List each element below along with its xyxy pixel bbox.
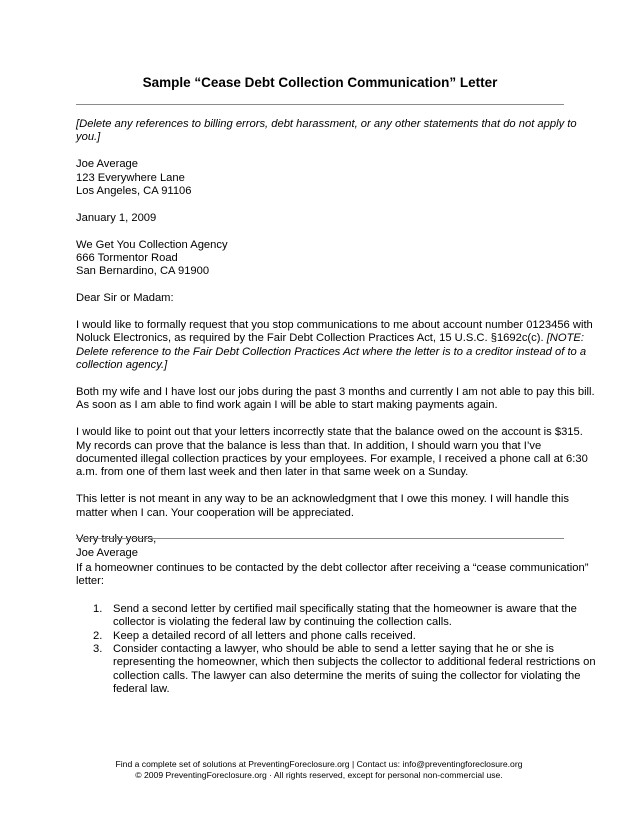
sample-letter: [76, 118, 595, 574]
list-line: Send a second letter by certified mail specifically stating that the homeowner is aware that the: [113, 602, 577, 615]
document-title: Sample “Cease Debt Collection Communication” Letter: [142, 75, 498, 90]
paragraph-line: Both my wife and I have lost our jobs during the past 3 months and currently I am not able to pay this bill.: [76, 386, 595, 399]
recipient-name: We Get You Collection Agency: [76, 238, 228, 251]
paragraph-line: [76, 332, 584, 345]
closing-text: Very truly yours,: [76, 533, 157, 546]
advice-line: letter:: [76, 575, 104, 588]
paragraph-line: I would like to point out that your letters incorrectly state that the balance owed on the account is $315.: [76, 426, 583, 439]
paragraph-line: matter when I can. Your cooperation will be appreciated.: [76, 506, 354, 519]
advice-line: If a homeowner continues to be contacted by the debt collector after receiving a “cease communication”: [76, 562, 589, 574]
advice-list: [76, 602, 596, 697]
instruction-line: you.]: [76, 131, 101, 144]
salutation: [76, 292, 564, 305]
sender-name: Joe Average: [76, 158, 138, 171]
hardship-paragraph: [76, 386, 595, 413]
list-line: federal law.: [113, 683, 170, 696]
recipient-address: [76, 239, 564, 279]
list-line: collection calls. The lawyer can also determine the merits of suing the collector for violating the: [113, 669, 581, 682]
list-item: [76, 602, 577, 630]
paragraph-line: As soon as I am able to find work again I will be able to start making payments again.: [76, 399, 498, 412]
sender-city: Los Angeles, CA 91106: [76, 185, 192, 198]
list-number: 2.: [93, 629, 103, 642]
paragraph-line: documented illegal collection practices by your employees. For example, I received a phone call at 6:30: [76, 453, 588, 466]
recipient-street: 666 Tormentor Road: [76, 252, 178, 265]
dispute-paragraph: [76, 426, 588, 480]
footer-copyright: © 2009 PreventingForeclosure.org · All rights reserved, except for personal non-commercial use.: [135, 770, 503, 780]
recipient-city: San Bernardino, CA 91900: [76, 265, 210, 278]
footer-contact: Find a complete set of solutions at PreventingForeclosure.org | Contact us: info@preventingforeclosure.org: [115, 759, 523, 769]
date-text: January 1, 2009: [76, 211, 157, 224]
signature-name: Joe Average: [76, 546, 138, 559]
advice-section: [76, 562, 596, 697]
note-start: [NOTE:: [546, 332, 584, 345]
salutation-text: Dear Sir or Madam:: [76, 292, 174, 305]
top-divider: [76, 104, 564, 105]
advice-intro: [76, 562, 589, 589]
list-number: 3.: [93, 643, 103, 656]
list-number: 1.: [93, 602, 103, 615]
page-footer: [0, 759, 638, 781]
paragraph-line: My records can prove that the balance is less than that. In addition, I should warn you that I’ve: [76, 439, 542, 452]
letter-date: [76, 212, 564, 225]
paragraph-line: This letter is not meant in any way to be an acknowledgment that I owe this money. I will handle this: [76, 493, 569, 506]
list-item: [76, 643, 596, 697]
sender-street: 123 Everywhere Lane: [76, 171, 185, 184]
list-item: [76, 630, 564, 643]
request-paragraph: [76, 319, 593, 373]
instruction-line: [Delete any references to billing errors, debt harassment, or any other statements that do not apply to: [76, 118, 577, 130]
instruction-note: [76, 118, 577, 145]
paragraph-line: a.m. from one of them last week and then later in that same week on a Sunday.: [76, 466, 469, 479]
paragraph-text: Noluck Electronics, as required by the Fair Debt Collection Practices Act, 15 U.S.C. §1692c(c).: [76, 332, 547, 345]
list-line: Keep a detailed record of all letters and phone calls received.: [113, 629, 416, 642]
acknowledgment-paragraph: [76, 493, 569, 520]
list-line: Consider contacting a lawyer, who should be able to send a letter saying that he or she is: [113, 643, 554, 656]
list-line: collector is violating the federal law by continuing the collection calls.: [113, 616, 452, 629]
sender-address: [76, 158, 564, 198]
list-line: representing the homeowner, which then subjects the collector to additional federal restrictions on: [113, 656, 596, 669]
bottom-divider: [76, 538, 564, 539]
note-line: Delete reference to the Fair Debt Collection Practices Act where the letter is to a creditor instead of to a: [76, 345, 587, 358]
paragraph-line: I would like to formally request that you stop communications to me about account number 0123456 with: [76, 319, 593, 332]
note-line: collection agency.]: [76, 359, 168, 372]
